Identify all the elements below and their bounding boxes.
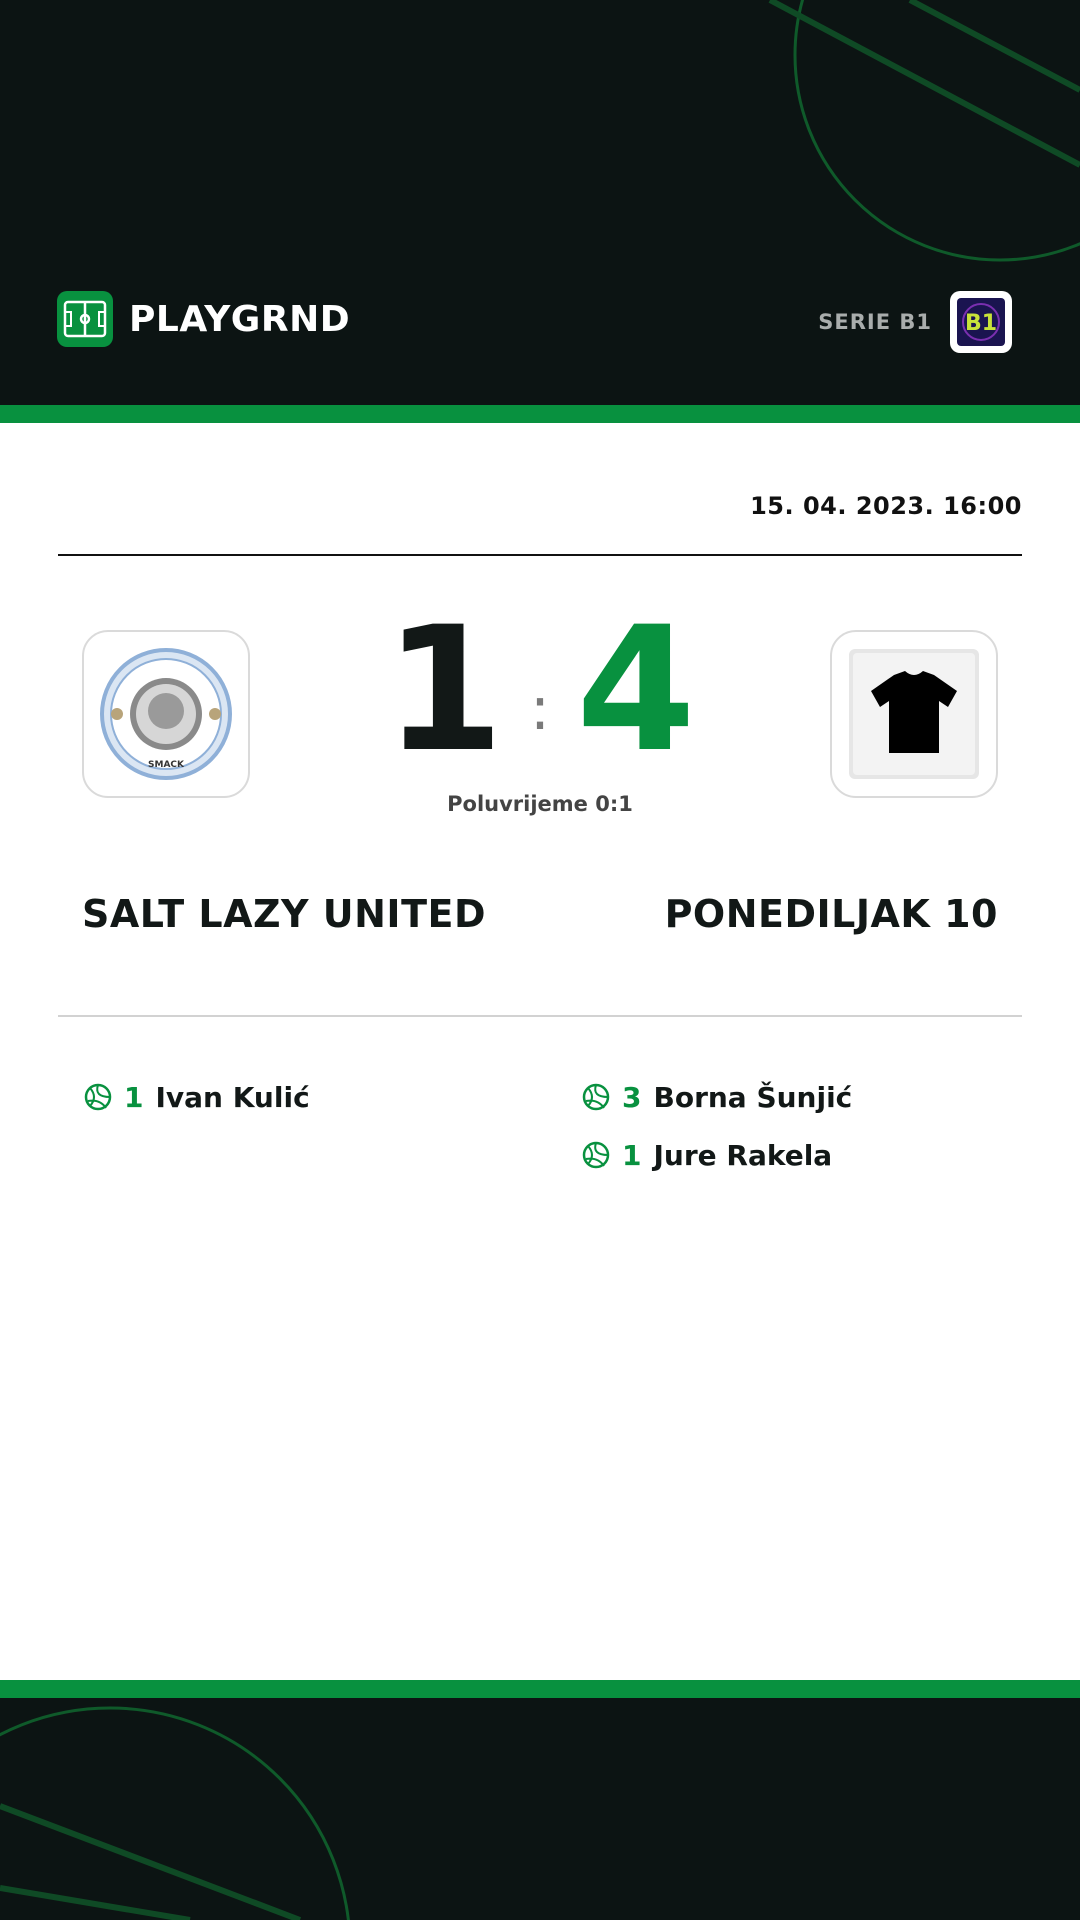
- accent-bar-bottom: [0, 1680, 1080, 1698]
- scoreboard: [340, 589, 740, 790]
- home-score: 1: [384, 589, 504, 790]
- score-separator: :: [529, 674, 551, 744]
- scorer-item: [582, 1068, 852, 1126]
- away-team-logo[interactable]: [830, 630, 998, 798]
- league-badge-text: B1: [964, 311, 998, 336]
- away-score: 4: [576, 589, 696, 790]
- footer-banner: [0, 1698, 1080, 1920]
- brand[interactable]: [57, 291, 350, 347]
- ball-icon: [582, 1141, 610, 1169]
- league-name: SERIE B1: [818, 310, 932, 334]
- pitch-lines-decoration: [0, 1698, 1080, 1920]
- divider: [58, 554, 1022, 556]
- scorer-name[interactable]: Ivan Kulić: [155, 1080, 310, 1114]
- scorer-item: [84, 1068, 310, 1126]
- field-icon: [57, 291, 113, 347]
- divider: [58, 1015, 1022, 1017]
- scorer-goals: 1: [622, 1138, 642, 1172]
- away-team-name[interactable]: PONEDILJAK 10: [664, 892, 998, 936]
- brand-name: PLAYGRND: [129, 298, 351, 340]
- scorer-goals: 3: [622, 1080, 642, 1114]
- scorer-name[interactable]: Borna Šunjić: [653, 1080, 853, 1114]
- home-team-name[interactable]: SALT LAZY UNITED: [82, 892, 486, 936]
- home-team-logo[interactable]: [82, 630, 250, 798]
- scorer-item: [582, 1126, 852, 1184]
- scorer-name[interactable]: Jure Rakela: [653, 1138, 833, 1172]
- header-banner: [0, 0, 1080, 405]
- match-datetime: 15. 04. 2023. 16:00: [750, 492, 1022, 520]
- ball-icon: [582, 1083, 610, 1111]
- league-badge: [950, 291, 1012, 353]
- accent-bar-top: [0, 405, 1080, 423]
- svg-text:SMACK: SMACK: [148, 760, 184, 770]
- home-scorers-list: [84, 1068, 310, 1126]
- league-info[interactable]: [818, 291, 1012, 353]
- halftime-score: Poluvrijeme 0:1: [447, 792, 633, 816]
- ball-icon: [84, 1083, 112, 1111]
- scorer-goals: 1: [124, 1080, 144, 1114]
- away-scorers-list: [582, 1068, 852, 1184]
